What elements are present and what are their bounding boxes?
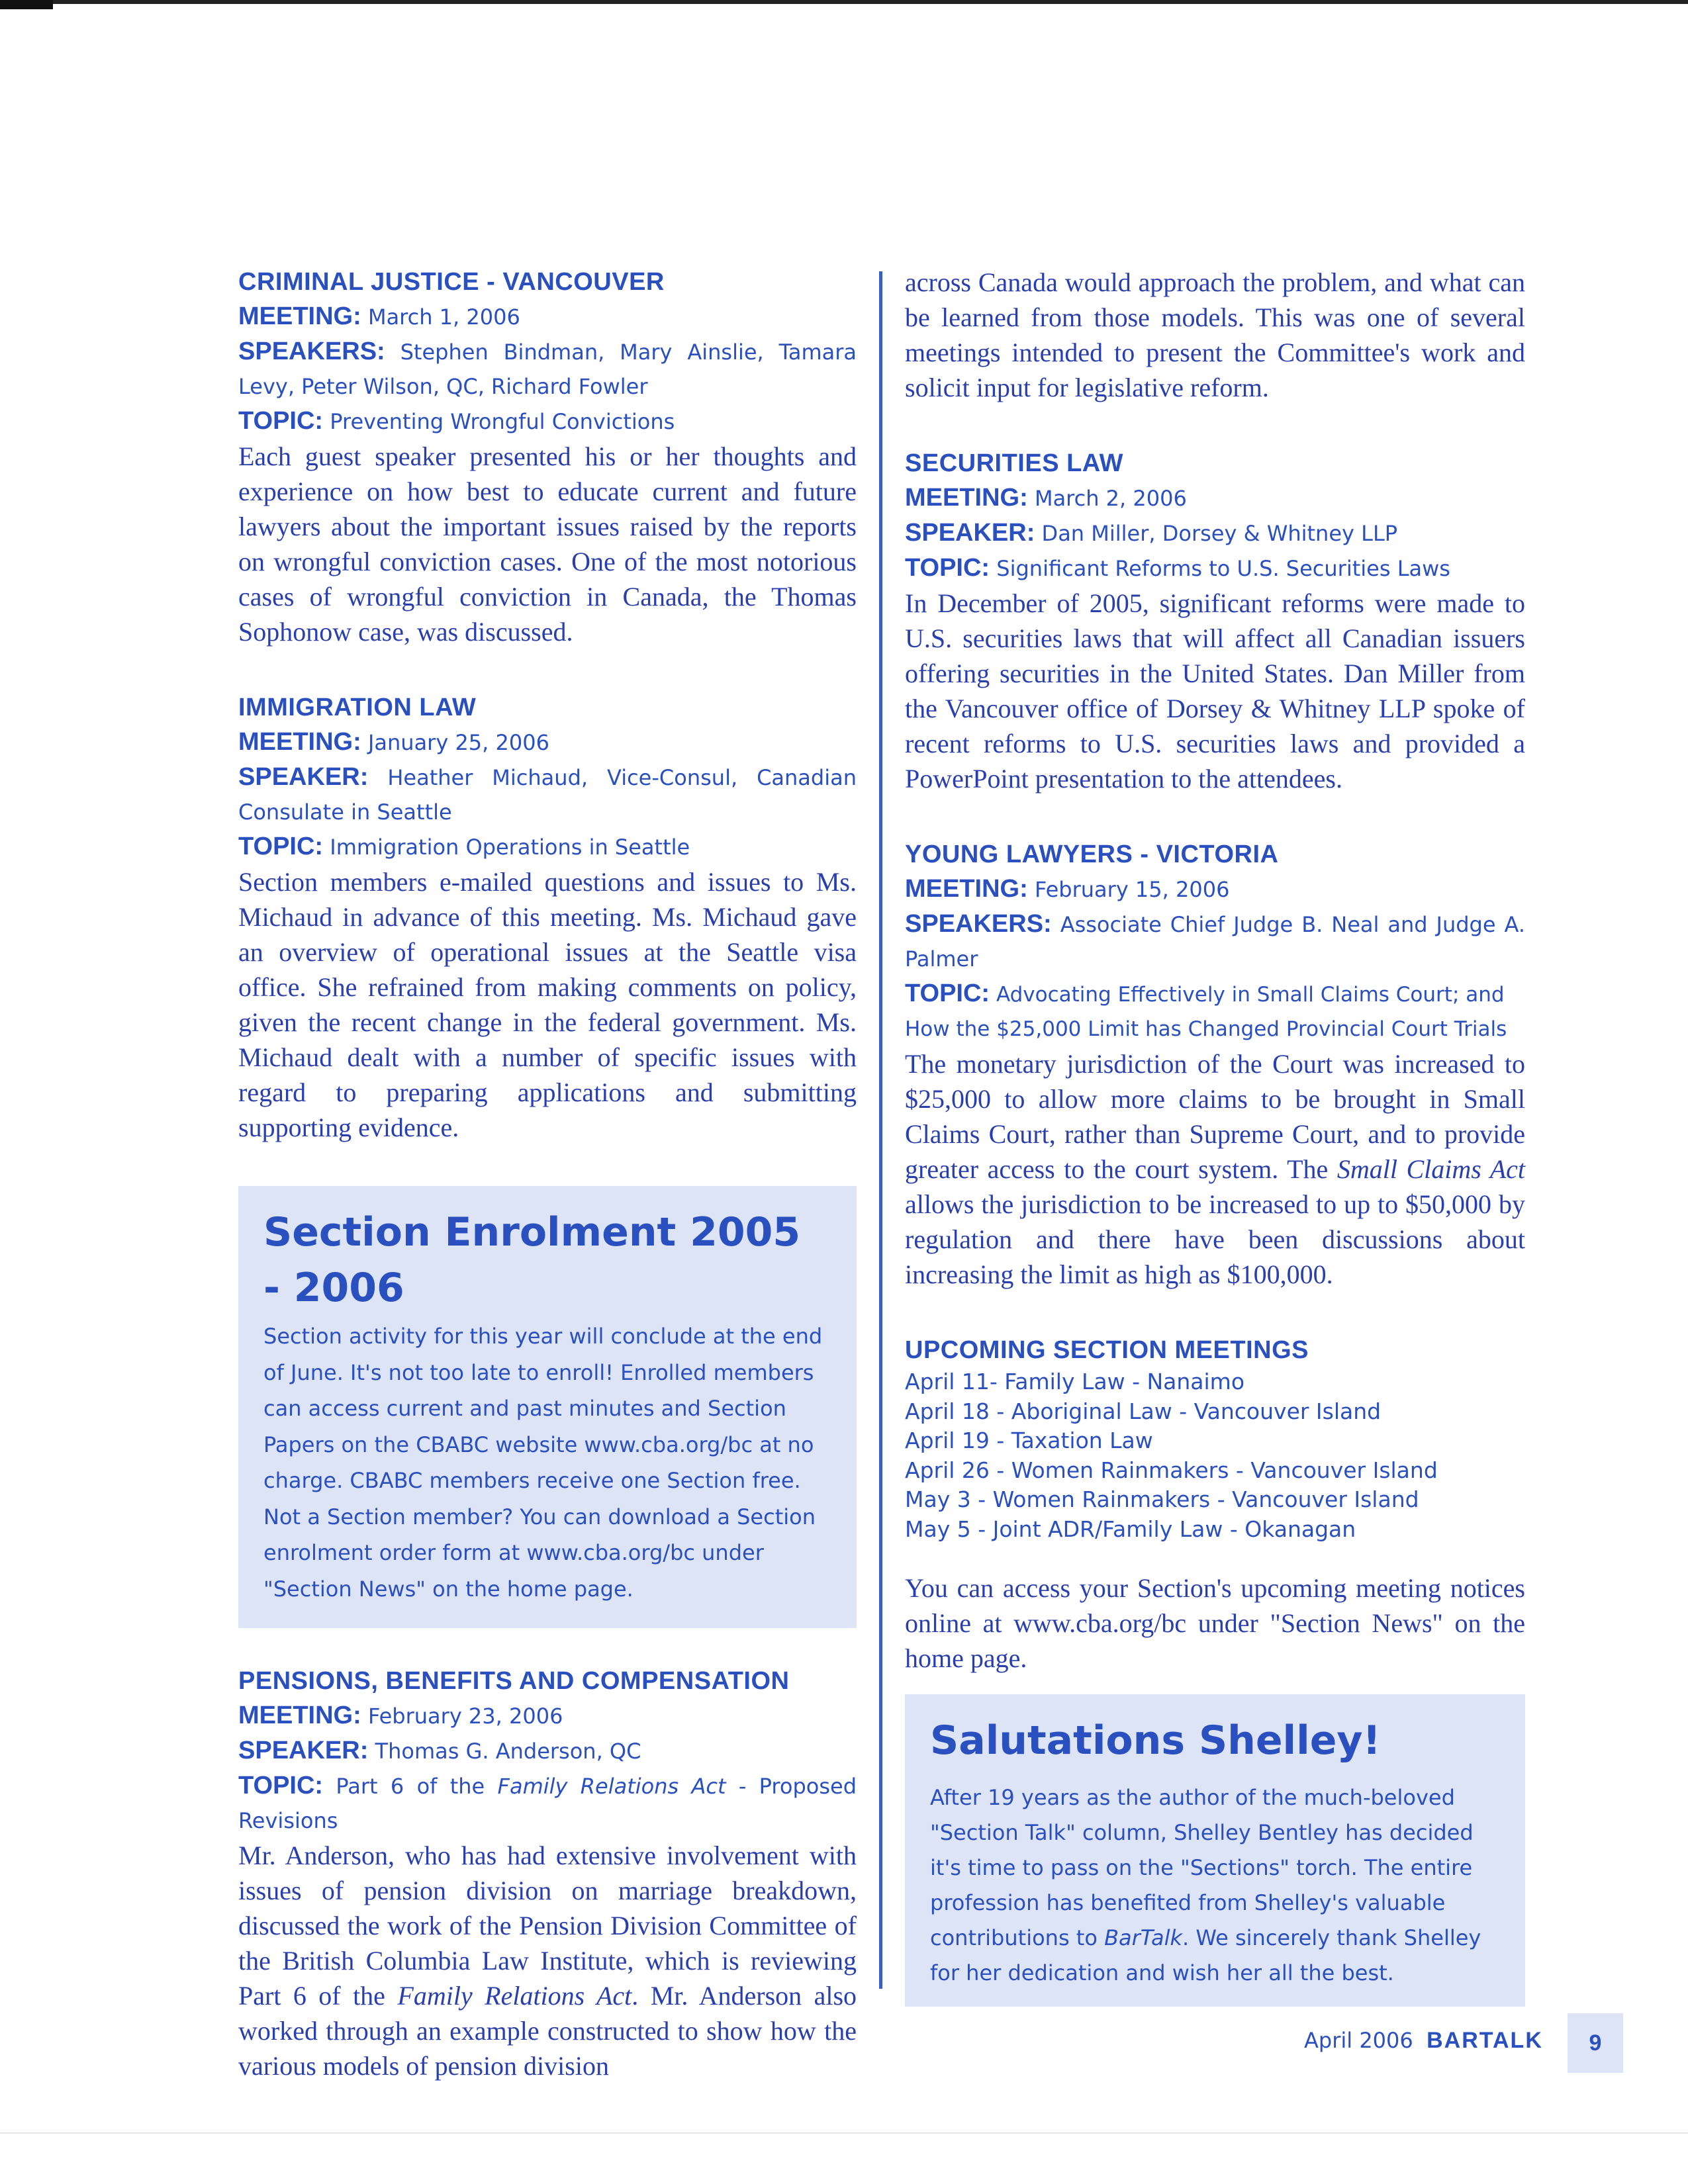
meeting-line: MEETING: March 2, 2006 — [905, 484, 1187, 512]
criminal-justice-section — [238, 265, 857, 649]
top-rule-notch — [0, 0, 53, 9]
section-heading: CRIMINAL JUSTICE - VANCOUVER — [238, 268, 665, 296]
section-body: Mr. Anderson, who has had extensive involvement with issues of pension division on marriage breakdown, discussed the work of the Pension Division Committee of the British Columbia Law Institute, which is reviewing Part 6 of the Family Relations Act. Mr. Anderson also worked through an example constructed to show how the various models of pension division — [238, 1841, 857, 2081]
list-item: April 18 - Aboriginal Law - Vancouver Island — [905, 1398, 1382, 1424]
right-column — [905, 265, 1525, 2007]
footer-date: April 2006 — [1304, 2028, 1413, 2053]
list-item: April 26 - Women Rainmakers - Vancouver Island — [905, 1457, 1438, 1483]
topic-line: TOPIC: Immigration Operations in Seattle — [238, 833, 690, 860]
bottom-rule — [0, 2132, 1688, 2134]
list-item: April 11- Family Law - Nanaimo — [905, 1369, 1245, 1394]
top-rule — [0, 0, 1688, 4]
speaker-line: SPEAKER: Thomas G. Anderson, QC — [238, 1737, 641, 1764]
speaker-line: SPEAKER: Dan Miller, Dorsey & Whitney LLP — [905, 519, 1398, 547]
salutations-box-text: After 19 years as the author of the much-beloved "Section Talk" column, Shelley Bentley has decided it's time to pass on the "Sections" torch. The entire profession has benefited from Shelley's valuable contributions to BarTalk. We sincerely thank Shelley for her dedication and wish her all the best. — [930, 1785, 1481, 1985]
continued-text: across Canada would approach the problem, and what can be learned from those models. This was one of several meetings intended to present the Committee's work and solicit input for legislative reform. — [905, 267, 1525, 402]
speakers-line: SPEAKERS: Associate Chief Judge B. Neal and Judge A. Palmer — [905, 910, 1526, 972]
enrolment-box-title: Section Enrolment 2005 - 2006 — [263, 1209, 801, 1311]
salutations-box-title: Salutations Shelley! — [930, 1717, 1381, 1764]
upcoming-note: You can access your Section's upcoming meeting notices online at www.cba.org/bc under "Section News" on the home page. — [905, 1573, 1525, 1673]
list-item: April 19 - Taxation Law — [905, 1428, 1153, 1453]
list-item: May 3 - Women Rainmakers - Vancouver Island — [905, 1486, 1419, 1512]
immigration-law-section — [238, 690, 857, 1145]
footer-publication: BARTALK — [1427, 2028, 1543, 2053]
section-heading: SECURITIES LAW — [905, 449, 1124, 477]
securities-law-section — [905, 446, 1525, 796]
page-number: 9 — [1568, 2013, 1623, 2073]
speakers-line: SPEAKERS: Stephen Bindman, Mary Ainslie, Tamara Levy, Peter Wilson, QC, Richard Fowler — [238, 338, 857, 399]
topic-line: TOPIC: Advocating Effectively in Small Claims Court; and How the $25,000 Limit has Changed Provincial Court Trials — [905, 979, 1507, 1041]
meeting-line: MEETING: March 1, 2006 — [238, 302, 520, 330]
list-item: May 5 - Joint ADR/Family Law - Okanagan — [905, 1516, 1356, 1542]
section-heading: PENSIONS, BENEFITS AND COMPENSATION — [238, 1667, 790, 1695]
section-body: In December of 2005, significant reforms were made to U.S. securities laws that will affect all Canadian issuers offering securities in the United States. Dan Miller from the Vancouver office of Dorsey & Whitney LLP spoke of recent reforms to U.S. securities laws and provided a PowerPoint presentation to the attendees. — [905, 588, 1525, 794]
speaker-line: SPEAKER: Heather Michaud, Vice-Consul, Canadian Consulate in Seattle — [238, 763, 857, 825]
section-body: The monetary jurisdiction of the Court was increased to $25,000 to allow more claims to be brought in Small Claims Court, rather than Supreme Court, and to provide greater access to the court system. The Small Claims Act allows the jurisdiction to be increased to up to $50,000 by regulation and there have been discussions about increasing the limit as high as $100,000. — [905, 1049, 1525, 1289]
enrolment-box-text: Section activity for this year will conclude at the end of June. It's not too late to enroll! Enrolled members can access current and past minutes and Section Papers on the CBABC website www.cba.org/bc at no charge. CBABC members receive one Section free. Not a Section member? You can download a Section enrolment order form at www.cba.org/bc under "Section News" on the home page. — [263, 1324, 823, 1602]
section-body: Each guest speaker presented his or her thoughts and experience on how best to educate current and future lawyers about the important issues raised by the reports on wrongful conviction cases. One of the most notorious cases of wrongful conviction in Canada, the Thomas Sophonow case, was discussed. — [238, 441, 857, 647]
topic-line: TOPIC: Preventing Wrongful Convictions — [238, 407, 675, 435]
section-heading: IMMIGRATION LAW — [238, 694, 477, 721]
section-body: Section members e-mailed questions and issues to Ms. Michaud in advance of this meeting. Ms. Michaud gave an overview of operational issues at the Seattle visa office. She refrained from making comments on policy, given the recent change in the federal government. Ms. Michaud dealt with a number of specific issues with regard to preparing applications and submitting supporting evidence. — [238, 867, 857, 1142]
section-heading: UPCOMING SECTION MEETINGS — [905, 1336, 1309, 1364]
salutations-box — [905, 1694, 1525, 2007]
pensions-section — [238, 1664, 857, 2083]
section-heading: YOUNG LAWYERS - VICTORIA — [905, 841, 1279, 868]
young-lawyers-section — [905, 837, 1525, 1292]
topic-line: TOPIC: Part 6 of the Family Relations Act - Proposed Revisions — [238, 1772, 857, 1833]
upcoming-meetings-list — [905, 1367, 1525, 1544]
meeting-line: MEETING: January 25, 2006 — [238, 728, 549, 756]
topic-line: TOPIC: Significant Reforms to U.S. Securities Laws — [905, 554, 1450, 582]
section-enrolment-box — [238, 1186, 857, 1628]
left-column — [238, 265, 857, 2083]
page-footer — [1304, 2027, 1543, 2054]
meeting-line: MEETING: February 23, 2006 — [238, 1702, 563, 1729]
upcoming-meetings-section — [905, 1333, 1525, 1544]
column-divider — [879, 271, 882, 1989]
meeting-line: MEETING: February 15, 2006 — [905, 875, 1230, 903]
